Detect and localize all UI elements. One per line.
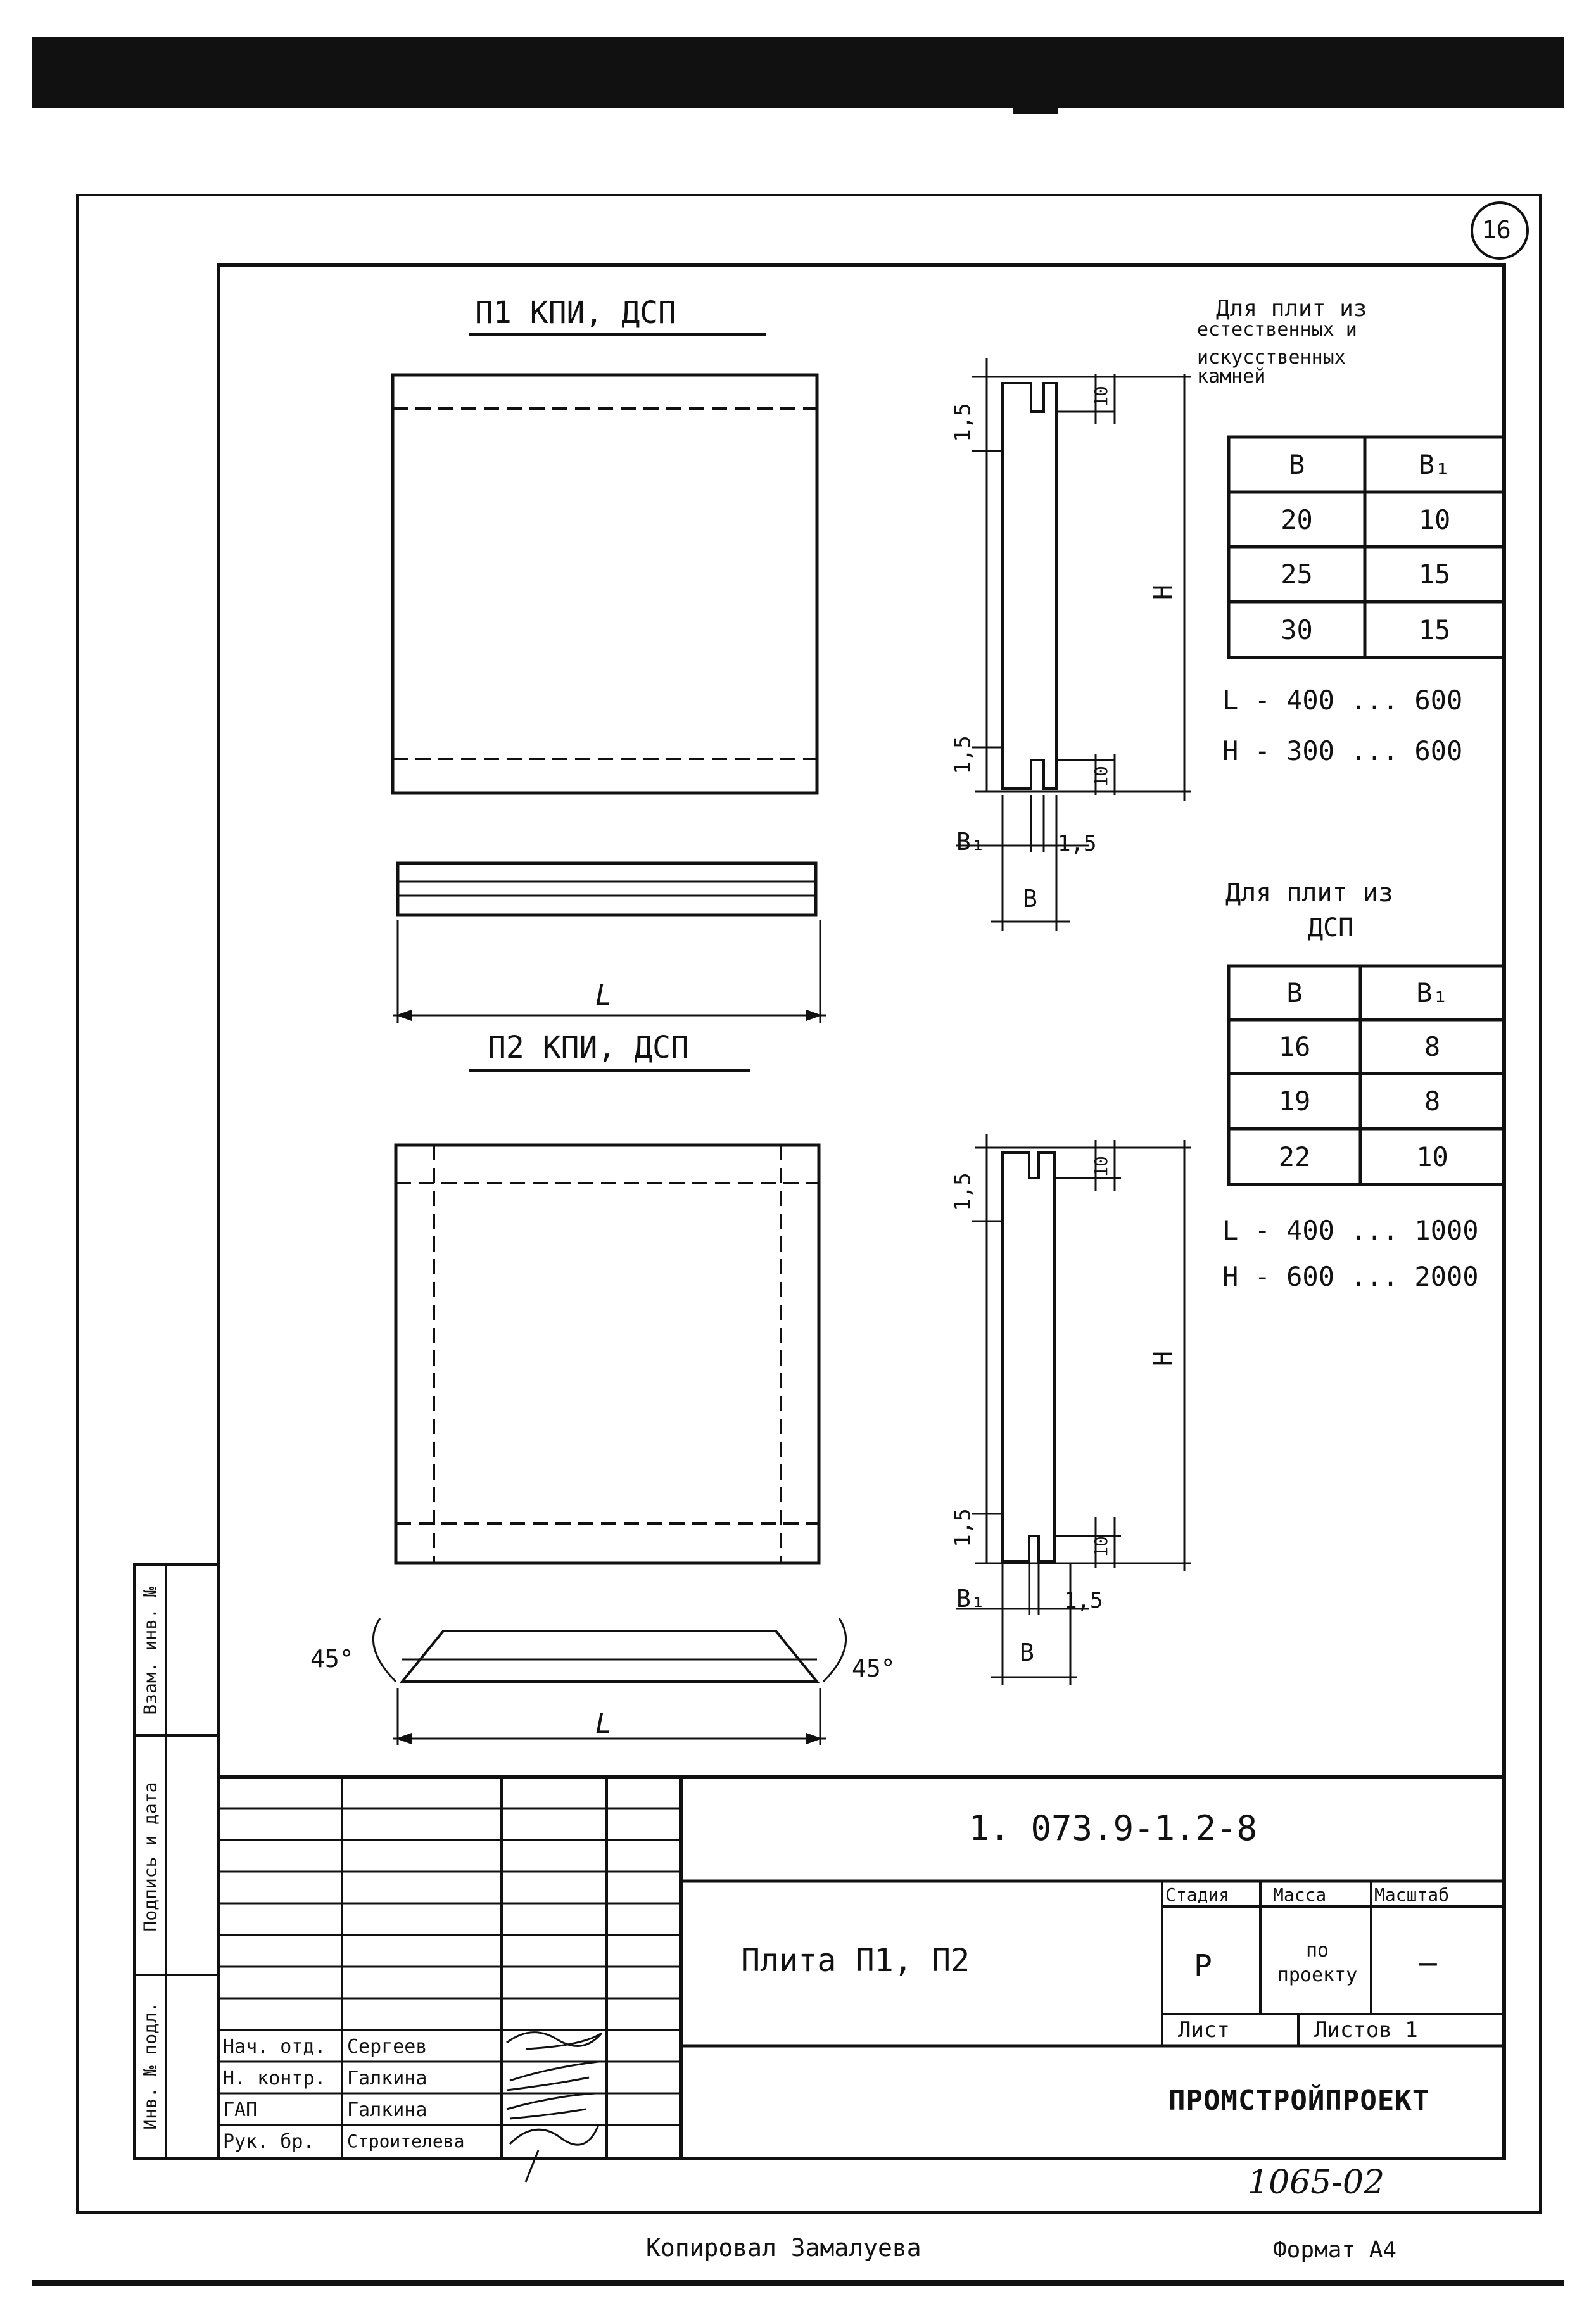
table1-cell: 25 [1281, 559, 1313, 590]
scale-label: Масштаб [1374, 1884, 1450, 1905]
designation: 1. 073.9-1.2-8 [969, 1808, 1258, 1848]
stage-label: Стадия [1165, 1884, 1230, 1905]
table1-range-H: H - 300 ... 600 [1222, 735, 1463, 766]
p1-B-label: B [1023, 885, 1037, 913]
table1-cell: 15 [1418, 614, 1451, 645]
staff-name: Галкина [347, 2099, 428, 2121]
p2-d15-right: 1,5 [1064, 1588, 1103, 1613]
table1-col-B1: B₁ [1418, 449, 1451, 480]
p1-d15-right: 1,5 [1058, 831, 1097, 856]
p2-B1-label: B₁ [956, 1585, 985, 1613]
table1-heading-line: искусственных [1197, 346, 1346, 369]
staff-name: Строителева [347, 2131, 465, 2152]
p2-B-label: B [1020, 1639, 1034, 1666]
p1-edge-view [398, 863, 816, 915]
table1-cell: 10 [1418, 504, 1451, 535]
sheet-label: Лист [1178, 2017, 1230, 2043]
p2-section [1003, 1153, 1054, 1561]
p2-d15-bot: 1,5 [950, 1508, 976, 1547]
bottom-scan-band [32, 2280, 1564, 2286]
panel2-title: П2 КПИ, ДСП [488, 1030, 689, 1065]
p1-B1-label: B₁ [956, 828, 985, 856]
table2-col-B: B [1286, 977, 1303, 1008]
mass-value: по проекту [1277, 1939, 1358, 1986]
signature-4 [510, 2125, 598, 2182]
p2-d15-top: 1,5 [950, 1172, 976, 1212]
table1-cell: 30 [1281, 614, 1313, 645]
table1-heading [1197, 298, 1367, 386]
staff-role: Нач. отд. [223, 2036, 326, 2058]
table2-cell: 22 [1278, 1141, 1311, 1172]
table2-cell: 10 [1416, 1141, 1448, 1172]
table1-range-L: L - 400 ... 600 [1222, 685, 1463, 716]
p1-section [1003, 383, 1056, 789]
staff-role: Н. контр. [223, 2067, 326, 2090]
p1-plan [393, 375, 817, 793]
p1-d10-top: 10 [1090, 386, 1112, 407]
staff-role: ГАП [223, 2099, 258, 2121]
stage-value: Р [1194, 1948, 1212, 1984]
p1-d10-bot: 10 [1090, 766, 1112, 787]
top-scan-band [32, 37, 1564, 108]
signature-3 [507, 2093, 595, 2119]
stamp-vzam: Взам. инв. № [139, 1587, 161, 1715]
stamp-podpis: Подпись и дата [139, 1782, 161, 1932]
table1-heading-line: Для плит из [1216, 296, 1367, 322]
p2-angle-left: 45° [310, 1645, 354, 1673]
p1-H-label: H [1149, 584, 1179, 600]
signature-2 [507, 2062, 598, 2090]
table2-cell: 8 [1424, 1086, 1441, 1117]
scale-value: — [1419, 1945, 1437, 1981]
p2-angle-right: 45° [852, 1654, 896, 1682]
staff-role: Рук. бр. [223, 2131, 315, 2153]
panel1-title: П1 КПИ, ДСП [475, 295, 676, 331]
staff-name: Сергеев [347, 2036, 428, 2058]
archive-number: 1065-02 [1248, 2164, 1385, 2202]
sheet-number: 16 [1482, 216, 1511, 244]
table1-col-B: B [1288, 449, 1305, 480]
table2-cell: 16 [1278, 1031, 1311, 1062]
p2-edge-view [402, 1631, 817, 1682]
stamp-inv-podl: Инв. № подл. [139, 2001, 161, 2130]
p2-plan [396, 1145, 819, 1563]
p2-d10-top: 10 [1090, 1156, 1112, 1177]
table1-heading-line: камней [1197, 365, 1266, 388]
p2-H-label: H [1149, 1350, 1179, 1367]
mass-label: Масса [1273, 1884, 1327, 1905]
table2-cell: 8 [1424, 1031, 1441, 1062]
p1-d15-top: 1,5 [950, 403, 976, 442]
format: Формат А4 [1273, 2237, 1397, 2263]
table2-range-H: H - 600 ... 2000 [1222, 1261, 1479, 1292]
table1-cell: 15 [1418, 559, 1451, 590]
p1-L-label: L [595, 979, 612, 1012]
staff-name: Галкина [347, 2067, 428, 2090]
table2-heading-2: ДСП [1308, 913, 1354, 942]
copied-by: Копировал Замалуева [646, 2234, 922, 2262]
organization: ПРОМСТРОЙПРОЕКТ [1168, 2084, 1430, 2117]
table2-heading-1: Для плит из [1226, 878, 1393, 908]
table2-cell: 19 [1278, 1086, 1311, 1117]
p1-d15-bot: 1,5 [950, 735, 976, 775]
p2-d10-bot: 10 [1090, 1536, 1112, 1557]
table2-col-B1: B₁ [1416, 977, 1448, 1008]
sheets-label: Листов 1 [1314, 2017, 1418, 2043]
table2-range-L: L - 400 ... 1000 [1222, 1215, 1479, 1246]
signature-1 [507, 2033, 602, 2049]
table1-heading-line: естественных и [1197, 319, 1357, 341]
p2-L-label: L [595, 1708, 612, 1740]
drawing-name: Плита П1, П2 [741, 1942, 970, 1979]
table1-cell: 20 [1281, 504, 1313, 535]
